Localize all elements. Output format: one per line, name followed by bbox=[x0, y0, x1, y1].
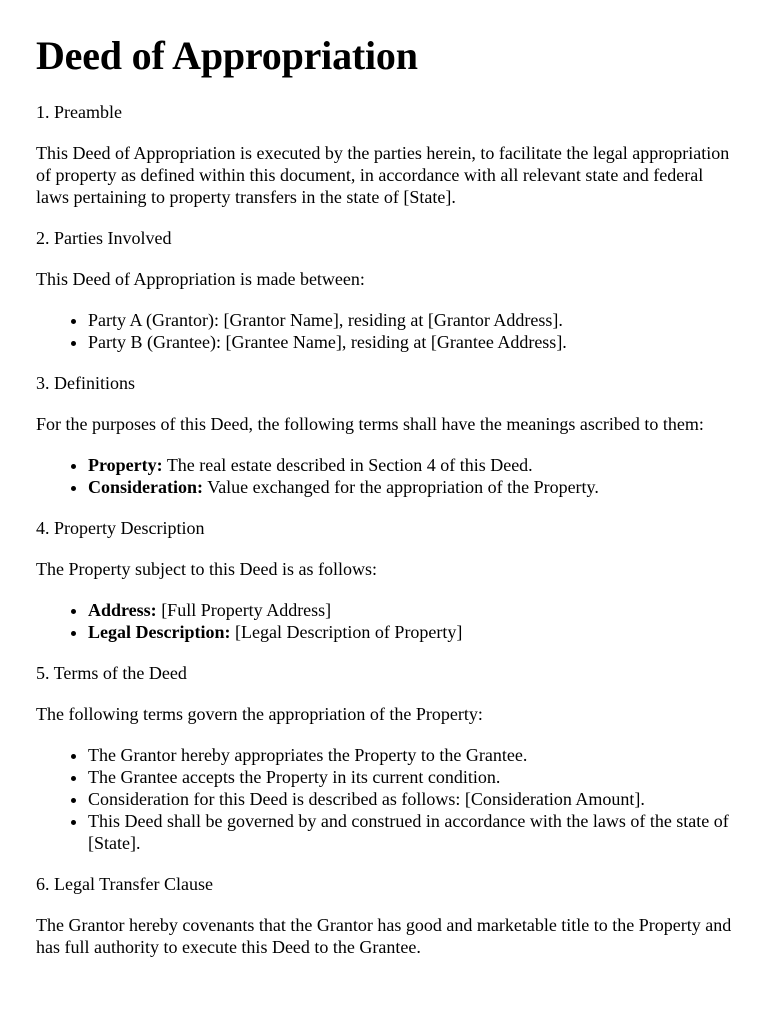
list-item-text: Party B (Grantee): [Grantee Name], residing at [Grantee Address]. bbox=[88, 332, 567, 352]
list-item-term: Address: bbox=[88, 600, 157, 620]
list-item bbox=[88, 621, 734, 643]
list-item-term: Legal Description: bbox=[88, 622, 231, 642]
list-item-text: This Deed shall be governed by and construed in accordance with the laws of the state of [State]. bbox=[88, 811, 729, 853]
list-item-text: Party A (Grantor): [Grantor Name], residing at [Grantor Address]. bbox=[88, 310, 563, 330]
list-item bbox=[88, 744, 734, 766]
document-title: Deed of Appropriation bbox=[36, 33, 418, 78]
section-paragraph-definitions: For the purposes of this Deed, the following terms shall have the meanings ascribed to them: bbox=[36, 414, 704, 434]
section-paragraph-legal-transfer: The Grantor hereby covenants that the Grantor has good and marketable title to the Property and has full authority to execute this Deed to the Grantee. bbox=[36, 915, 732, 957]
list-item bbox=[88, 309, 734, 331]
list-item-text: The Grantee accepts the Property in its current condition. bbox=[88, 767, 501, 787]
property-description-list bbox=[36, 599, 734, 643]
list-item bbox=[88, 788, 734, 810]
section-heading-preamble: 1. Preamble bbox=[36, 102, 122, 122]
list-item bbox=[88, 331, 734, 353]
terms-list bbox=[36, 744, 734, 854]
section-heading-legal-transfer: 6. Legal Transfer Clause bbox=[36, 874, 213, 894]
parties-list bbox=[36, 309, 734, 353]
list-item bbox=[88, 810, 734, 854]
section-paragraph-terms: The following terms govern the appropriation of the Property: bbox=[36, 704, 483, 724]
section-paragraph-parties: This Deed of Appropriation is made between: bbox=[36, 269, 365, 289]
section-paragraph-preamble: This Deed of Appropriation is executed by the parties herein, to facilitate the legal appropriation of property as defined within this document, in accordance with all relevant state and federal laws pertaining to property transfers in the state of [State]. bbox=[36, 143, 730, 207]
list-item-text: [Legal Description of Property] bbox=[230, 622, 463, 642]
list-item-term: Consideration: bbox=[88, 477, 204, 497]
list-item-term: Property: bbox=[88, 455, 163, 475]
list-item bbox=[88, 454, 734, 476]
section-heading-terms: 5. Terms of the Deed bbox=[36, 663, 187, 683]
list-item-text: Value exchanged for the appropriation of the Property. bbox=[203, 477, 599, 497]
list-item bbox=[88, 476, 734, 498]
list-item bbox=[88, 766, 734, 788]
section-heading-property-description: 4. Property Description bbox=[36, 518, 205, 538]
section-heading-definitions: 3. Definitions bbox=[36, 373, 135, 393]
list-item-text: Consideration for this Deed is described as follows: [Consideration Amount]. bbox=[88, 789, 645, 809]
list-item-text: [Full Property Address] bbox=[156, 600, 332, 620]
section-paragraph-property-description: The Property subject to this Deed is as follows: bbox=[36, 559, 377, 579]
list-item-text: The real estate described in Section 4 of this Deed. bbox=[162, 455, 533, 475]
definitions-list bbox=[36, 454, 734, 498]
section-heading-parties: 2. Parties Involved bbox=[36, 228, 172, 248]
list-item bbox=[88, 599, 734, 621]
list-item-text: The Grantor hereby appropriates the Property to the Grantee. bbox=[88, 745, 528, 765]
